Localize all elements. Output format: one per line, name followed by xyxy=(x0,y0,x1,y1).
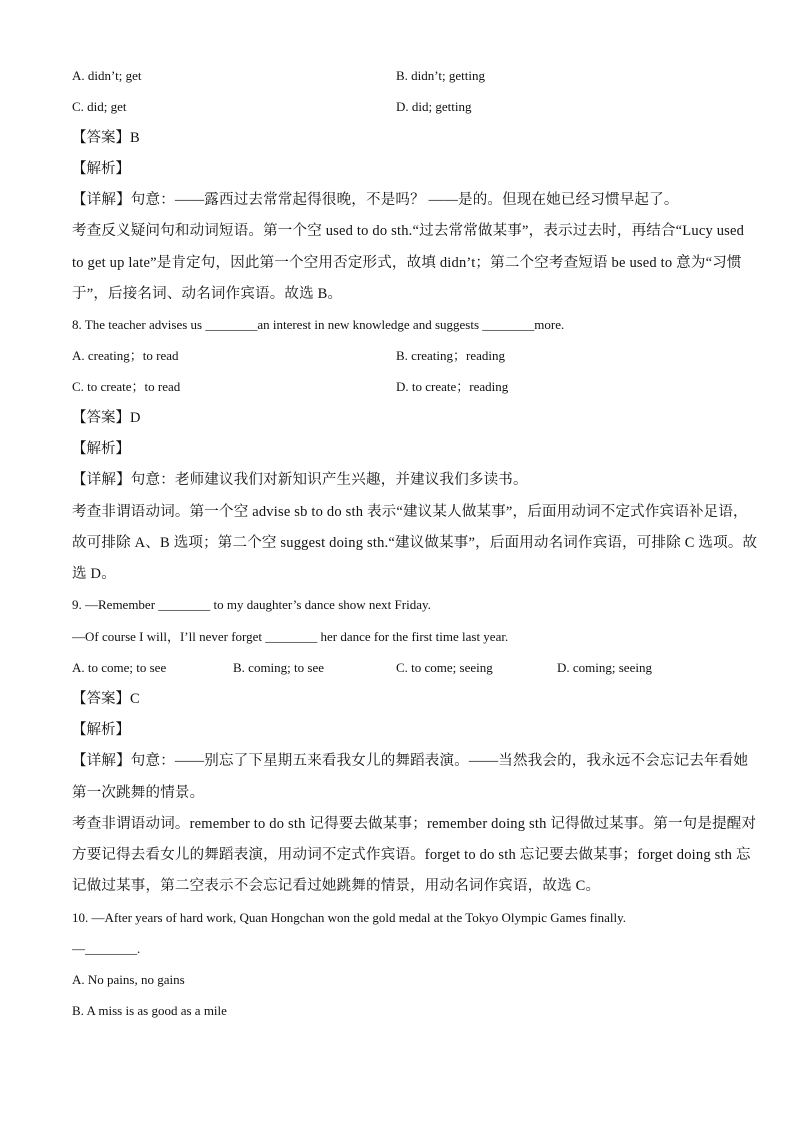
q7-option-b: B. didn’t; getting xyxy=(396,68,485,83)
q10-option-b: B. A miss is as good as a mile xyxy=(72,1003,227,1018)
q8-stem: 8. The teacher advises us ________an interest in new knowledge and suggests ________more. xyxy=(72,317,565,332)
q8-option-b: B. creating；reading xyxy=(396,348,506,363)
q7-analysis-label: 【解析】 xyxy=(72,161,130,177)
q7-detail: 【详解】句意：——露西过去常常起得很晚，不是吗？ ——是的。但现在她已经习惯早起了。 xyxy=(72,192,679,208)
q7-option-a: A. didn’t; get xyxy=(72,68,142,83)
q7-explanation-line-1: 考查反义疑问句和动词短语。第一个空 used to do sth.“过去常常做某事”，表示过去时，再结合“Lucy used xyxy=(72,223,745,239)
q8-option-a: A. creating；to read xyxy=(72,348,179,363)
q10-option-a: A. No pains, no gains xyxy=(72,972,185,987)
q8-option-d: D. to create；reading xyxy=(396,379,509,394)
q10-stem-line-1: 10. —After years of hard work, Quan Hongchan won the gold medal at the Tokyo Olympic Games finally. xyxy=(72,910,626,925)
q8-answer: 【答案】D xyxy=(72,410,141,426)
q9-answer: 【答案】C xyxy=(72,691,140,707)
q9-explanation-line-2: 方要记得去看女儿的舞蹈表演，用动词不定式作宾语。forget to do sth 忘记要去做某事；forget doing sth 忘 xyxy=(72,847,751,863)
q8-option-c: C. to create；to read xyxy=(72,379,181,394)
q9-analysis-label: 【解析】 xyxy=(72,722,130,738)
q7-explanation-line-2: to get up late”是肯定句，因此第一个空用否定形式，故填 didn’t；第二个空考查短语 be used to 意为“习惯 xyxy=(72,255,742,271)
q9-detail-line-2: 第一次跳舞的情景。 xyxy=(72,785,205,801)
q9-explanation-line-3: 记做过某事，第二空表示不会忘记看过她跳舞的情景，用动名词作宾语，故选 C。 xyxy=(72,878,601,894)
q9-stem-line-2: —Of course I will，I’ll never forget ________ her dance for the first time last year. xyxy=(72,629,509,644)
q8-explanation-line-3: 选 D。 xyxy=(72,566,116,582)
q9-detail-line-1: 【详解】句意：——别忘了下星期五来看我女儿的舞蹈表演。——当然我会的，我永远不会忘记去年看她 xyxy=(72,753,749,769)
q8-explanation-line-1: 考查非谓语动词。第一个空 advise sb to do sth 表示“建议某人做某事”，后面用动词不定式作宾语补足语， xyxy=(72,504,748,520)
q7-explanation-line-3: 于”，后接名词、动名词作宾语。故选 B。 xyxy=(72,286,343,302)
q8-analysis-label: 【解析】 xyxy=(72,441,130,457)
q8-explanation-line-2: 故可排除 A、B 选项；第二个空 suggest doing sth.“建议做某事”，后面用动名词作宾语，可排除 C 选项。故 xyxy=(72,535,758,551)
q9-option-c: C. to come; seeing xyxy=(396,660,493,675)
q9-explanation-line-1: 考查非谓语动词。remember to do sth 记得要去做某事；remember doing sth 记得做过某事。第一句是提醒对 xyxy=(72,816,757,832)
q9-stem-line-1: 9. —Remember ________ to my daughter’s dance show next Friday. xyxy=(72,597,431,612)
q10-stem-line-2: —________. xyxy=(72,941,141,956)
q7-option-c: C. did; get xyxy=(72,99,127,114)
q7-option-d: D. did; getting xyxy=(396,99,472,114)
q7-answer: 【答案】B xyxy=(72,130,140,146)
q9-option-a: A. to come; to see xyxy=(72,660,167,675)
q9-option-d: D. coming; seeing xyxy=(557,660,652,675)
q9-option-b: B. coming; to see xyxy=(233,660,324,675)
q8-detail: 【详解】句意：老师建议我们对新知识产生兴趣，并建议我们多读书。 xyxy=(72,472,528,488)
